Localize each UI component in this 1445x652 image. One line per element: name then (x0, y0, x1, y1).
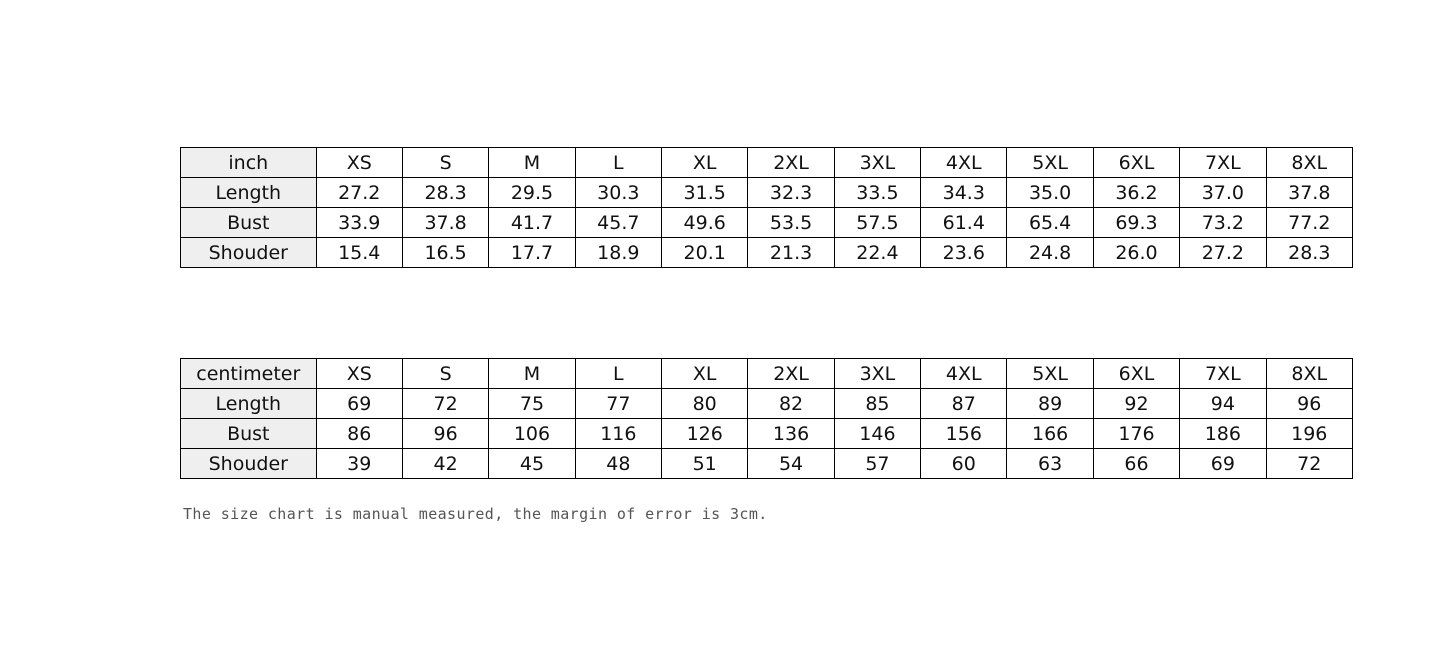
inch-data-cell: 27.2 (1180, 238, 1266, 268)
inch-data-cell: 73.2 (1180, 208, 1266, 238)
cm-size-header: 6XL (1093, 359, 1179, 389)
cm-size-header: L (575, 359, 661, 389)
cm-data-cell: 136 (748, 419, 834, 449)
cm-unit-label: centimeter (181, 359, 317, 389)
cm-data-cell: 72 (1266, 449, 1352, 479)
inch-size-header: 7XL (1180, 148, 1266, 178)
inch-data-cell: 35.0 (1007, 178, 1093, 208)
inch-data-cell: 21.3 (748, 238, 834, 268)
inch-data-cell: 41.7 (489, 208, 575, 238)
inch-size-header: 6XL (1093, 148, 1179, 178)
cm-data-cell: 87 (921, 389, 1007, 419)
inch-size-header: 4XL (921, 148, 1007, 178)
cm-data-cell: 66 (1093, 449, 1179, 479)
inch-data-cell: 20.1 (662, 238, 748, 268)
inch-size-header: XL (662, 148, 748, 178)
table-row (181, 238, 1353, 268)
cm-size-header: S (402, 359, 488, 389)
cm-data-cell: 96 (1266, 389, 1352, 419)
inch-size-header: 5XL (1007, 148, 1093, 178)
cm-data-cell: 156 (921, 419, 1007, 449)
cm-data-cell: 72 (402, 389, 488, 419)
inch-data-cell: 16.5 (402, 238, 488, 268)
measurement-note: The size chart is manual measured, the margin of error is 3cm. (183, 505, 768, 523)
cm-data-cell: 166 (1007, 419, 1093, 449)
inch-data-cell: 57.5 (834, 208, 920, 238)
inch-data-cell: 37.8 (402, 208, 488, 238)
cm-data-cell: 75 (489, 389, 575, 419)
inch-data-cell: 28.3 (402, 178, 488, 208)
inch-data-cell: 36.2 (1093, 178, 1179, 208)
cm-data-cell: 42 (402, 449, 488, 479)
inch-data-cell: 18.9 (575, 238, 661, 268)
inch-size-header: 2XL (748, 148, 834, 178)
inch-data-cell: 37.0 (1180, 178, 1266, 208)
inch-data-cell: 30.3 (575, 178, 661, 208)
cm-data-cell: 48 (575, 449, 661, 479)
cm-data-cell: 106 (489, 419, 575, 449)
cm-size-header: 3XL (834, 359, 920, 389)
cm-data-cell: 146 (834, 419, 920, 449)
cm-data-cell: 126 (662, 419, 748, 449)
inch-size-header: XS (316, 148, 402, 178)
inch-data-cell: 77.2 (1266, 208, 1352, 238)
inch-data-cell: 33.5 (834, 178, 920, 208)
inch-data-cell: 53.5 (748, 208, 834, 238)
inch-row-label: Shouder (181, 238, 317, 268)
inch-data-cell: 37.8 (1266, 178, 1352, 208)
cm-data-cell: 86 (316, 419, 402, 449)
cm-data-cell: 186 (1180, 419, 1266, 449)
inch-data-cell: 31.5 (662, 178, 748, 208)
inch-unit-label: inch (181, 148, 317, 178)
cm-size-header: 5XL (1007, 359, 1093, 389)
inch-size-header: L (575, 148, 661, 178)
table-row (181, 389, 1353, 419)
cm-data-cell: 39 (316, 449, 402, 479)
inch-size-header: 3XL (834, 148, 920, 178)
centimeter-table-body (181, 359, 1353, 479)
cm-row-label: Shouder (181, 449, 317, 479)
inch-table-body (181, 148, 1353, 268)
table-row (181, 419, 1353, 449)
inch-row-label: Bust (181, 208, 317, 238)
inch-row-label: Length (181, 178, 317, 208)
inch-data-cell: 22.4 (834, 238, 920, 268)
table-row (181, 208, 1353, 238)
cm-size-header: 4XL (921, 359, 1007, 389)
centimeter-size-table (180, 358, 1353, 479)
cm-size-header: M (489, 359, 575, 389)
inch-data-cell: 34.3 (921, 178, 1007, 208)
inch-data-cell: 65.4 (1007, 208, 1093, 238)
cm-data-cell: 69 (316, 389, 402, 419)
inch-data-cell: 24.8 (1007, 238, 1093, 268)
cm-size-header: XL (662, 359, 748, 389)
cm-size-header: XS (316, 359, 402, 389)
cm-data-cell: 54 (748, 449, 834, 479)
inch-size-header: M (489, 148, 575, 178)
cm-data-cell: 89 (1007, 389, 1093, 419)
cm-data-cell: 196 (1266, 419, 1352, 449)
cm-row-label: Length (181, 389, 317, 419)
inch-size-header: 8XL (1266, 148, 1352, 178)
cm-data-cell: 176 (1093, 419, 1179, 449)
cm-size-header: 7XL (1180, 359, 1266, 389)
inch-data-cell: 45.7 (575, 208, 661, 238)
cm-data-cell: 69 (1180, 449, 1266, 479)
cm-data-cell: 85 (834, 389, 920, 419)
cm-data-cell: 45 (489, 449, 575, 479)
cm-row-label: Bust (181, 419, 317, 449)
cm-data-cell: 63 (1007, 449, 1093, 479)
inch-data-cell: 61.4 (921, 208, 1007, 238)
inch-data-cell: 33.9 (316, 208, 402, 238)
cm-data-cell: 77 (575, 389, 661, 419)
inch-size-header: S (402, 148, 488, 178)
inch-data-cell: 29.5 (489, 178, 575, 208)
inch-data-cell: 26.0 (1093, 238, 1179, 268)
cm-data-cell: 80 (662, 389, 748, 419)
cm-header-row (181, 359, 1353, 389)
cm-size-header: 8XL (1266, 359, 1352, 389)
cm-data-cell: 92 (1093, 389, 1179, 419)
inch-data-cell: 69.3 (1093, 208, 1179, 238)
inch-data-cell: 28.3 (1266, 238, 1352, 268)
inch-data-cell: 17.7 (489, 238, 575, 268)
cm-data-cell: 60 (921, 449, 1007, 479)
cm-data-cell: 116 (575, 419, 661, 449)
inch-data-cell: 27.2 (316, 178, 402, 208)
cm-data-cell: 96 (402, 419, 488, 449)
cm-size-header: 2XL (748, 359, 834, 389)
inch-data-cell: 32.3 (748, 178, 834, 208)
inch-header-row (181, 148, 1353, 178)
cm-data-cell: 57 (834, 449, 920, 479)
inch-data-cell: 23.6 (921, 238, 1007, 268)
table-row (181, 449, 1353, 479)
cm-data-cell: 82 (748, 389, 834, 419)
inch-size-table (180, 147, 1353, 268)
inch-data-cell: 15.4 (316, 238, 402, 268)
cm-data-cell: 51 (662, 449, 748, 479)
inch-data-cell: 49.6 (662, 208, 748, 238)
cm-data-cell: 94 (1180, 389, 1266, 419)
table-row (181, 178, 1353, 208)
